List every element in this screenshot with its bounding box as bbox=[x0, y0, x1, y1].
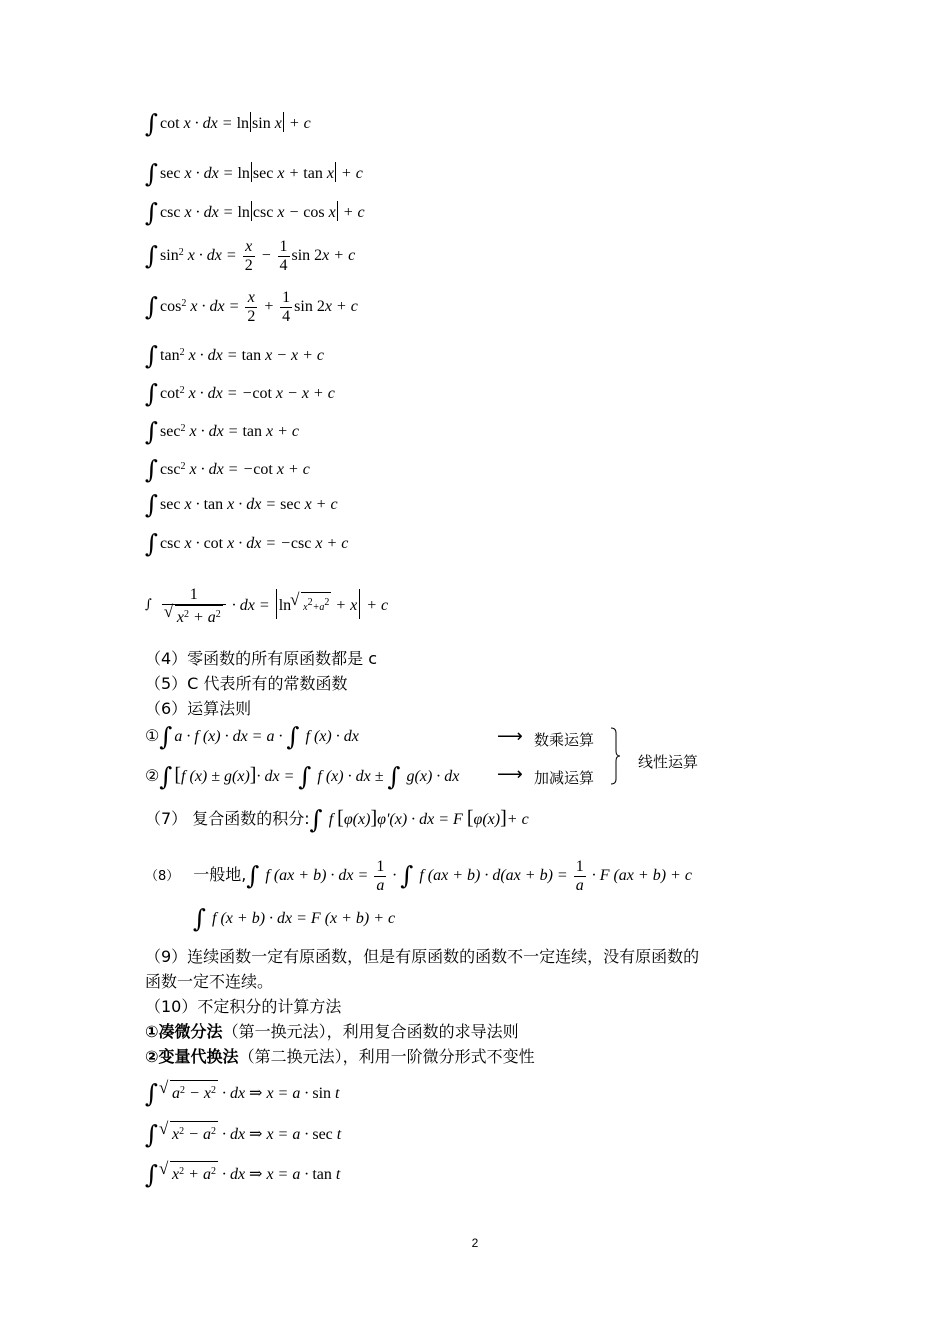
rule-1-prefix: ① bbox=[145, 728, 160, 745]
method-1 bbox=[145, 1021, 519, 1043]
integral-sign: ∫ bbox=[145, 109, 159, 138]
formula-csc: ∫ csc x · dx = ln csc x − cos x + c bbox=[145, 198, 365, 227]
integral-sign: ∫ bbox=[145, 1079, 159, 1108]
item-4: （4）零函数的所有原函数都是 c bbox=[145, 649, 378, 668]
method-1-name: ①凑微分法 bbox=[145, 1022, 223, 1041]
formula-inverse-sqrt: ∫ 1 √ $x^2 + a^2$ · dx = ln√ $x^2+a^2 + x + c$ bbox=[145, 586, 388, 627]
arrow-right-icon: ⟶ bbox=[497, 726, 523, 747]
integral-sign: ∫ bbox=[145, 1160, 159, 1189]
integral-sign: ∫ bbox=[145, 417, 159, 446]
substitution-sin: ∫√ $a^2 - x^2$ · dx ⇒ x = a · sin t bbox=[145, 1080, 339, 1104]
item-9-line-2: 函数一定不连续。 bbox=[145, 972, 274, 991]
page-number: 2 bbox=[471, 1236, 479, 1250]
integral-sign: ∫ bbox=[145, 379, 159, 408]
rule-1-label: 数乘运算 bbox=[534, 731, 595, 749]
formula-cot: ∫ cot x · dx = ln sin x + c bbox=[145, 109, 311, 138]
integral-sign: ∫ bbox=[145, 198, 159, 227]
integral-sign: ∫ bbox=[145, 241, 159, 271]
integral-sign: ∫ bbox=[193, 904, 207, 933]
rules-group-label: 线性运算 bbox=[638, 753, 699, 771]
integral-sign: ∫ bbox=[145, 529, 159, 558]
substitution-sec: ∫√ $x^2 - a^2$ · dx ⇒ x = a · sec t bbox=[145, 1121, 341, 1145]
item-8-label: 一般地, bbox=[193, 865, 247, 885]
right-brace-icon bbox=[610, 727, 620, 785]
integral-sign: ∫ bbox=[145, 1120, 159, 1149]
rule-2-label: 加减运算 bbox=[534, 769, 595, 787]
integral-sign: ∫ bbox=[286, 722, 300, 751]
integral-sign: ∫ bbox=[145, 597, 152, 613]
item-5: （5）C 代表所有的常数函数 bbox=[145, 674, 348, 693]
item-9-line-1: （9）连续函数一定有原函数，但是有原函数的函数不一定连续，没有原函数的 bbox=[145, 947, 700, 966]
formula-csc-squared: ∫ $\csc^2 x$ · dx = −cot x + c bbox=[145, 455, 310, 484]
formula-sec-squared: ∫ $\sec^2 x$ · dx = tan x + c bbox=[145, 417, 300, 446]
arrow-right-icon: ⟶ bbox=[497, 764, 523, 785]
integral-sign: ∫ bbox=[387, 762, 401, 791]
integral-sign: ∫ bbox=[246, 861, 260, 891]
formula-sec: ∫ sec x · dx = ln sec x + tan x + c bbox=[145, 159, 363, 188]
integral-sign: ∫ bbox=[298, 762, 312, 791]
integral-sign: ∫ bbox=[309, 805, 323, 834]
substitution-tan: ∫√ $x^2 + a^2$ · dx ⇒ x = a · tan t bbox=[145, 1161, 340, 1185]
formula-sin-squared: ∫ $\sin^2 x$ · dx = $\frac{x}{2}$ − $\frac{1}{4}$ sin 2x + c bbox=[145, 238, 356, 274]
item-10: （10）不定积分的计算方法 bbox=[145, 997, 342, 1016]
integral-sign: ∫ bbox=[400, 861, 414, 891]
integral-sign: ∫ bbox=[159, 722, 173, 751]
item-7-label: （7） 复合函数的积分: bbox=[145, 809, 310, 828]
integral-sign: ∫ bbox=[145, 341, 159, 370]
formula-csc-cot: ∫ csc x · cot x · dx = −csc x + c bbox=[145, 529, 349, 558]
item-7: （7） 复合函数的积分:∫ f [φ(x)]φ'(x) · dx = F [φ(x)]+ c bbox=[145, 805, 529, 834]
method-2 bbox=[145, 1046, 535, 1068]
method-2-name: ②变量代换法 bbox=[145, 1047, 239, 1066]
item-8: （8） 一般地,∫ f (ax + b) · dx = $\frac{1}{a}$ · ∫ f (ax + b) · d(ax + b) = $\frac{1}{a}$ · F (ax + b) + c bbox=[145, 858, 692, 894]
integral-sign: ∫ bbox=[145, 159, 159, 188]
rule-sum: ②∫ [f (x) ± g(x)]· dx = ∫ f (x) · dx ± ∫ g(x) · dx bbox=[145, 762, 460, 791]
rule-2-prefix: ② bbox=[145, 768, 160, 785]
item-8-prefix: （8） bbox=[145, 869, 180, 885]
integral-sign: ∫ bbox=[159, 762, 173, 791]
formula-shift: ∫ f (x + b) · dx = F (x + b) + c bbox=[193, 904, 396, 933]
item-6: （6）运算法则 bbox=[145, 699, 252, 718]
integral-sign: ∫ bbox=[145, 292, 159, 322]
rule-scalar: ①∫ a · f (x) · dx = a · ∫ f (x) · dx bbox=[145, 722, 359, 751]
formula-sec-tan: ∫ sec x · tan x · dx = sec x + c bbox=[145, 490, 338, 519]
method-2-description: （第二换元法），利用一阶微分形式不变性 bbox=[238, 1047, 535, 1066]
method-1-description: （第一换元法），利用复合函数的求导法则 bbox=[222, 1022, 519, 1041]
formula-cos-squared: ∫ $\cos^2 x$ · dx = $\frac{x}{2}$ + $\frac{1}{4}$ sin 2x + c bbox=[145, 289, 358, 325]
formula-cot-squared: ∫ $\cot^2 x$ · dx = −cot x − x + c bbox=[145, 379, 335, 408]
integral-sign: ∫ bbox=[145, 455, 159, 484]
formula-tan-squared: ∫ $\tan^2 x$ · dx = tan x − x + c bbox=[145, 341, 325, 370]
integral-sign: ∫ bbox=[145, 490, 159, 519]
